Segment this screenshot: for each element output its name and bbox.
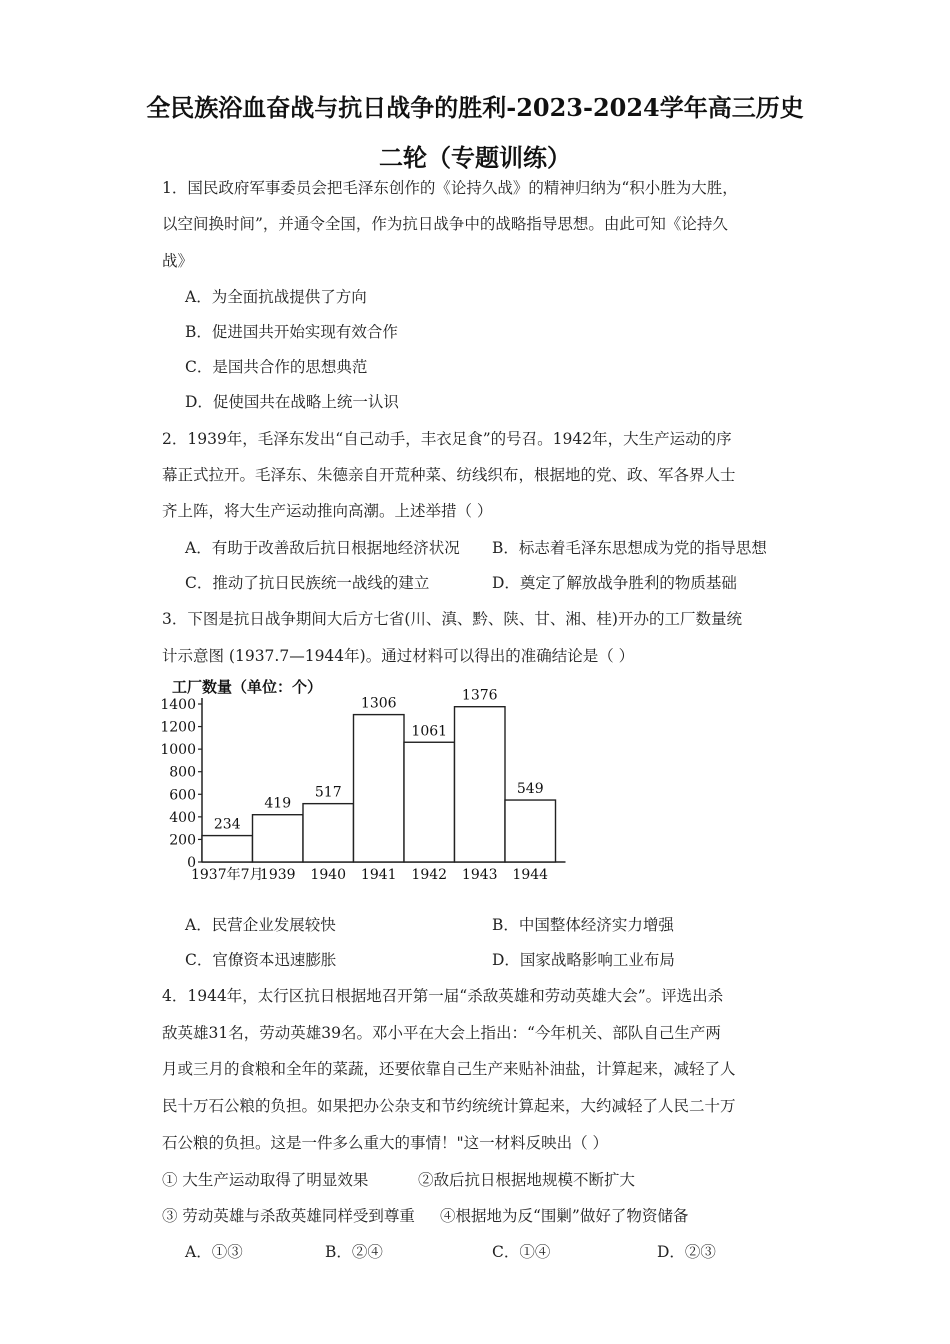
- chart-bar: [253, 815, 304, 862]
- chart-y-tick-label: 1000: [160, 742, 196, 759]
- chart-value-label: 419: [264, 795, 292, 812]
- question-4-line-1: 4．1944年，太行区抗日根据地召开第一届“杀敌英雄和劳动英雄大会”。评选出杀: [162, 987, 724, 1005]
- question-4-option-a[interactable]: A．①③: [185, 1243, 243, 1261]
- question-3-option-b[interactable]: B．中国整体经济实力增强: [492, 916, 674, 934]
- page-title-line-1: 全民族浴血奋战与抗日战争的胜利-2023-2024学年高三历史: [146, 93, 804, 122]
- question-2-option-a[interactable]: A．有助于改善敌后抗日根据地经济状况: [185, 539, 460, 557]
- question-3-option-c[interactable]: C．官僚资本迅速膨胀: [185, 951, 337, 969]
- chart-y-tick-label: 1200: [160, 719, 196, 736]
- question-1-option-c[interactable]: C．是国共合作的思想典范: [185, 358, 368, 376]
- chart-category-label: 1941: [360, 867, 397, 883]
- question-2-option-b[interactable]: B．标志着毛泽东思想成为党的指导思想: [492, 539, 767, 557]
- chart-bar: [303, 804, 354, 862]
- question-2-line-2: 幕正式拉开。毛泽东、朱德亲自开荒种菜、纺线织布，根据地的党、政、军各界人士: [162, 466, 736, 484]
- chart-y-tick-label: 1400: [160, 697, 196, 713]
- chart-y-tick-label: 800: [169, 764, 196, 781]
- question-1-line-2: 以空间换时间”，并通令全国，作为抗日战争中的战略指导思想。由此可知《论持久: [162, 215, 728, 233]
- question-4-line-3: 月或三月的食粮和全年的菜蔬，还要依靠自己生产来贴补油盐，计算起来，减轻了人: [162, 1060, 736, 1078]
- question-3-option-d[interactable]: D．国家战略影响工业布局: [492, 951, 675, 969]
- chart-value-label: 517: [314, 784, 342, 801]
- question-3-line-1: 3．下图是抗日战争期间大后方七省(川、滇、黔、陕、甘、湘、桂)开办的工厂数量统: [162, 610, 742, 628]
- question-4-statement-2: ②敌后抗日根据地规模不断扩大: [418, 1171, 636, 1189]
- question-4-line-2: 敌英雄31名，劳动英雄39名。邓小平在大会上指出：“今年机关、部队自己生产两: [162, 1024, 721, 1042]
- question-4-statement-4: ④根据地为反“围剿”做好了物资储备: [440, 1207, 689, 1225]
- question-1-line-3: 战》: [162, 252, 194, 270]
- chart-value-label: 549: [516, 781, 544, 798]
- question-4-line-4: 民十万石公粮的负担。如果把办公杂支和节约统统计算起来，大约减轻了人民二十万: [162, 1097, 736, 1115]
- chart-y-tick-label: 200: [169, 832, 196, 849]
- question-4-line-5: 石公粮的负担。这是一件多么重大的事情！"这一材料反映出（ ）: [162, 1134, 609, 1152]
- question-4-option-d[interactable]: D．②③: [657, 1243, 716, 1261]
- chart-y-tick-label: 0: [187, 855, 196, 871]
- question-1-option-a[interactable]: A．为全面抗战提供了方向: [185, 288, 367, 306]
- chart-category-label: 1944: [512, 867, 549, 883]
- question-4-statement-1: ① 大生产运动取得了明显效果: [162, 1171, 369, 1189]
- question-1-option-d[interactable]: D．促使国共在战略上统一认识: [185, 393, 399, 411]
- question-2-line-3: 齐上阵，将大生产运动推向高潮。上述举措（ ）: [162, 502, 493, 520]
- chart-value-label: 1376: [461, 687, 498, 704]
- chart-title: 工厂数量（单位：个）: [172, 678, 323, 696]
- factory-count-chart: [150, 672, 580, 887]
- chart-bar: [202, 836, 253, 862]
- chart-category-label: 1940: [310, 867, 347, 883]
- question-4-statement-3: ③ 劳动英雄与杀敌英雄同样受到尊重: [162, 1207, 415, 1225]
- question-1-line-1: 1．国民政府军事委员会把毛泽东创作的《论持久战》的精神归纳为“积小胜为大胜，: [162, 179, 738, 197]
- question-2-line-1: 2．1939年，毛泽东发出“自己动手，丰衣足食”的号召。1942年，大生产运动的序: [162, 430, 732, 448]
- chart-category-label: 1943: [461, 867, 498, 883]
- question-1-option-b[interactable]: B．促进国共开始实现有效合作: [185, 323, 398, 341]
- question-4-option-b[interactable]: B．②④: [325, 1243, 383, 1261]
- chart-category-label: 1937年7月: [190, 867, 264, 883]
- chart-bar: [404, 742, 455, 862]
- question-4-option-c[interactable]: C．①④: [492, 1243, 551, 1261]
- chart-category-label: 1939: [259, 867, 296, 883]
- chart-value-label: 234: [213, 816, 241, 833]
- question-3-line-2: 计示意图 (1937.7—1944年)。通过材料可以得出的准确结论是（ ）: [162, 647, 635, 665]
- question-3-option-a[interactable]: A．民营企业发展较快: [185, 916, 336, 934]
- chart-bar: [505, 800, 556, 862]
- chart-value-label: 1306: [360, 695, 397, 712]
- chart-value-label: 1061: [411, 723, 448, 740]
- question-2-option-c[interactable]: C．推动了抗日民族统一战线的建立: [185, 574, 430, 592]
- chart-category-label: 1942: [411, 867, 448, 883]
- chart-y-tick-label: 400: [169, 809, 196, 826]
- chart-y-tick-label: 600: [169, 787, 196, 804]
- chart-bar: [354, 715, 405, 862]
- question-2-option-d[interactable]: D．奠定了解放战争胜利的物质基础: [492, 574, 737, 592]
- page-title-line-2: 二轮（专题训练）: [379, 143, 571, 172]
- chart-bar: [455, 707, 506, 862]
